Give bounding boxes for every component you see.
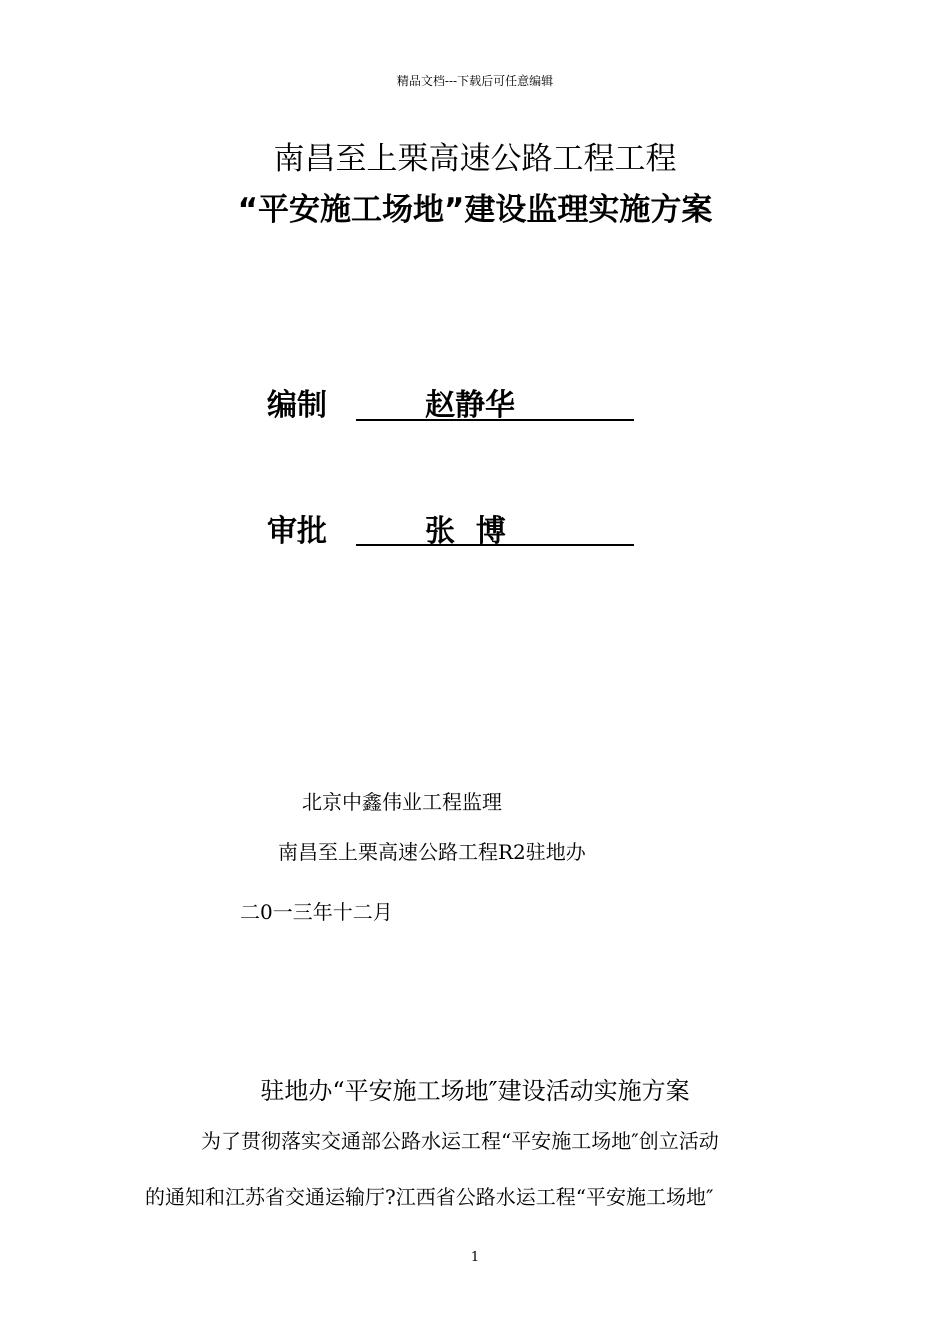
page-header: 精品文档---下载后可任意编辑 bbox=[396, 74, 554, 88]
approved-by-label: 审批 bbox=[267, 514, 327, 549]
paragraph-line-2: 的通知和江苏省交通运输厅?江西省公路水运工程“平安施工场地″ bbox=[145, 1185, 714, 1209]
document-date: 二0一三年十二月 bbox=[240, 900, 393, 924]
resident-office-name: 南昌至上栗高速公路工程R2驻地办 bbox=[278, 840, 586, 864]
paragraph-line-1: 为了贯彻落实交通部公路水运工程“平安施工场地″创立活动 bbox=[201, 1129, 719, 1153]
approved-by-name: 张 博 bbox=[425, 514, 506, 549]
compiled-by-label: 编制 bbox=[267, 388, 327, 423]
section-title: 驻地办“平安施工场地″建设活动实施方案 bbox=[260, 1077, 690, 1105]
compiled-by-name: 赵静华 bbox=[425, 388, 515, 423]
page-number: 1 bbox=[470, 1250, 480, 1265]
document-title-line-1: 南昌至上栗高速公路工程工程 bbox=[273, 141, 677, 177]
organization-name: 北京中鑫伟业工程监理 bbox=[302, 790, 502, 814]
document-title-line-2: “平安施工场地”建设监理实施方案 bbox=[237, 192, 713, 228]
